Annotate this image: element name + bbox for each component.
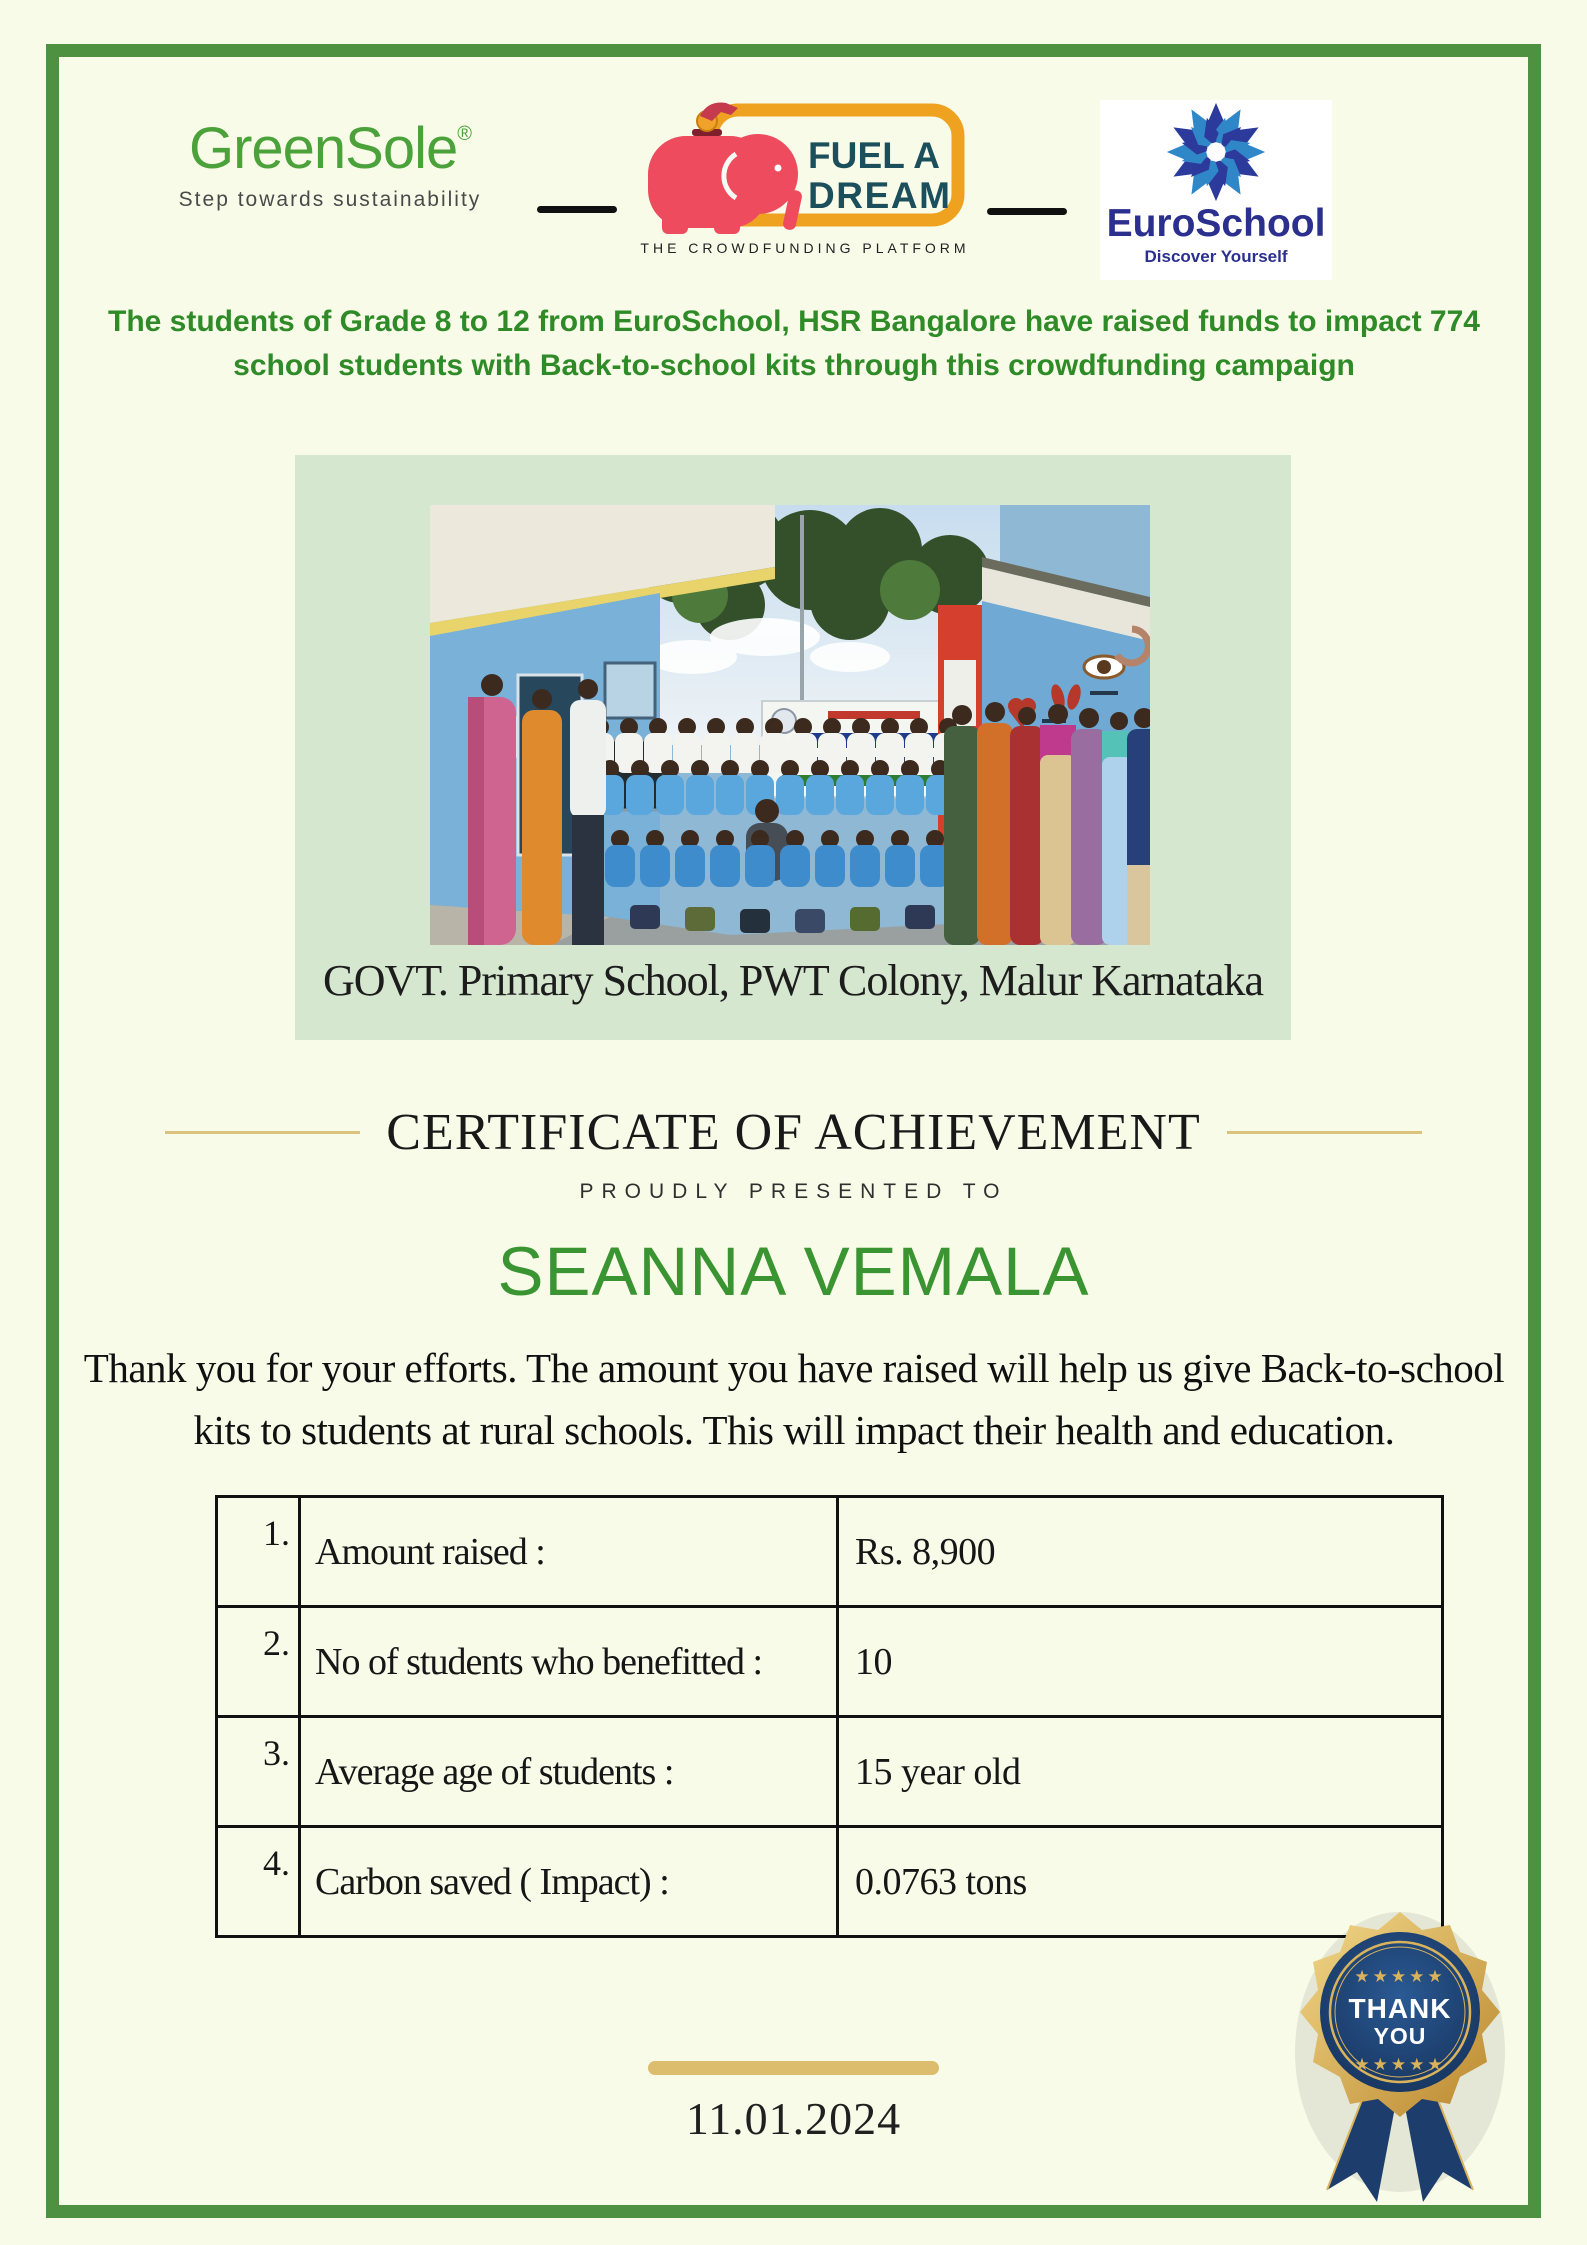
date-rule — [648, 2061, 939, 2075]
registered-mark-icon: ® — [457, 123, 472, 145]
badge-thank-text: THANK — [1348, 1993, 1452, 2024]
row-value: 10 — [838, 1607, 1443, 1717]
campaign-intro — [94, 300, 1494, 387]
impact-table — [215, 1495, 1444, 1938]
certificate-date: 11.01.2024 — [685, 2093, 902, 2144]
euroschool-logo — [1100, 100, 1332, 280]
fuel-a-dream-line2: DREAM — [808, 175, 950, 216]
row-number: 4. — [217, 1827, 300, 1937]
logo-separator-dash — [987, 208, 1067, 215]
row-number: 2. — [217, 1607, 300, 1717]
photo-caption: GOVT. Primary School, PWT Colony, Malur Karnataka — [322, 956, 1263, 1005]
table-row — [217, 1607, 1443, 1717]
fuel-a-dream-line1: FUEL A — [808, 135, 940, 176]
campaign-intro-line1: The students of Grade 8 to 12 from EuroSchool, HSR Bangalore have raised funds to impact 774 — [108, 305, 1480, 338]
row-label: Average age of students : — [300, 1717, 838, 1827]
presented-to-label: PROUDLY PRESENTED TO — [579, 1180, 1008, 1203]
recipient-name: SEANNA VEMALA — [497, 1233, 1090, 1310]
euroschool-tagline: Discover Yourself — [1144, 247, 1288, 266]
row-number: 3. — [217, 1717, 300, 1827]
greensole-wordmark — [150, 116, 510, 181]
logo-separator-dash — [537, 206, 617, 213]
title-left-rule — [165, 1131, 360, 1134]
row-label: Amount raised : — [300, 1497, 838, 1607]
euroschool-wordmark: EuroSchool — [1106, 202, 1326, 245]
title-right-rule — [1227, 1131, 1422, 1134]
thank-you-message: Thank you for your efforts. The amount you have raised will help us give Back-to-school kits to students at rural schools. This will impact their health and education. — [83, 1345, 1505, 1453]
row-label: No of students who benefitted : — [300, 1607, 838, 1717]
row-value: 15 year old — [838, 1717, 1443, 1827]
badge-you-text: YOU — [1373, 2023, 1427, 2049]
certificate-title-row — [0, 1103, 1587, 1162]
greensole-tagline: Step towards sustainability — [178, 188, 482, 211]
campaign-intro-line2: school students with Back-to-school kits through this crowdfunding campaign — [233, 348, 1355, 382]
row-value: 0.0763 tons — [838, 1827, 1443, 1937]
table-row — [217, 1717, 1443, 1827]
row-label: Carbon saved ( Impact) : — [300, 1827, 838, 1937]
badge-stars-bottom: ★★★★★ — [1354, 2055, 1446, 2074]
fuel-a-dream-tagline: THE CROWDFUNDING PLATFORM — [640, 240, 970, 256]
table-row — [217, 1827, 1443, 1937]
euroschool-star-icon — [1164, 100, 1268, 204]
elephant-piggybank-icon — [640, 96, 970, 246]
row-number: 1. — [217, 1497, 300, 1607]
badge-stars-top: ★★★★★ — [1354, 1967, 1446, 1986]
school-group-photo — [430, 505, 1150, 945]
certificate-title: CERTIFICATE OF ACHIEVEMENT — [386, 1104, 1201, 1161]
thank-you-badge — [1285, 1902, 1515, 2212]
table-row — [217, 1497, 1443, 1607]
greensole-wordmark-text: GreenSole — [188, 116, 458, 181]
greensole-logo — [150, 116, 510, 212]
row-value: Rs. 8,900 — [838, 1497, 1443, 1607]
